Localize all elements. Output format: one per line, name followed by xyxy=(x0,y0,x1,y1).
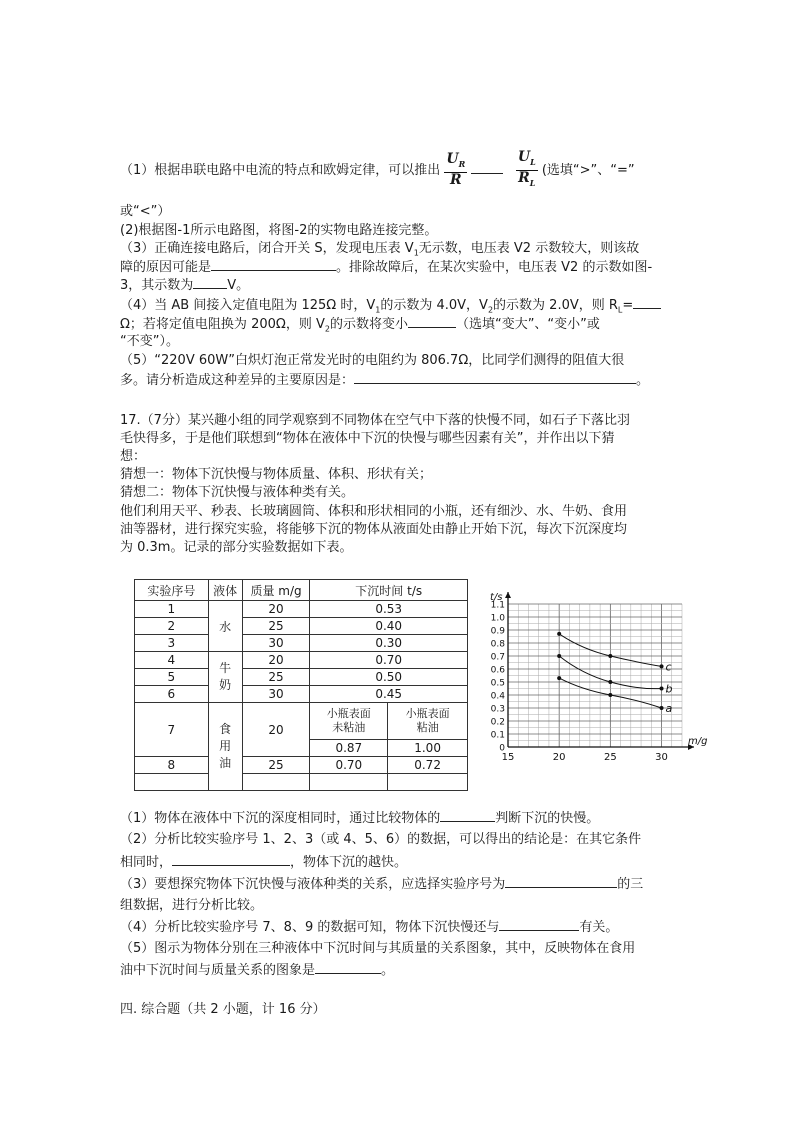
y-axis-arrow xyxy=(505,592,511,598)
q17-sub5-line2: 油中下沉时间与质量关系的图象是 。 xyxy=(120,963,395,978)
experiment-table xyxy=(134,579,468,772)
fraction-ul-over-rl: $\frac{U_L}{R_L}$ xyxy=(517,149,536,188)
header-time: 下沉时间 t/s xyxy=(310,580,468,601)
header-trial-no: 实验序号 xyxy=(135,580,209,601)
series-point-a xyxy=(660,706,664,710)
section-heading: 四. 综合题（共 2 小题，计 16 分） xyxy=(120,1002,326,1017)
q16-part3-line1: （3）正确连接电路后，闭合开关 S，发现电压表 $V_1$无示数，电压表 V2 示数较大，则该故 xyxy=(120,241,640,258)
table-row: 2 25 0.40 xyxy=(135,618,468,635)
table-row: 6 30 0.45 xyxy=(135,686,468,703)
q17-line6: 他们利用天平、秒表、长玻璃圆筒、体积和形状相同的小瓶，还有细沙、水、牛奶、食用 xyxy=(120,504,628,519)
y-tick-label: 1.1 xyxy=(490,600,505,611)
subheader-no-oil: 小瓶表面 未粘油 xyxy=(310,703,388,740)
y-tick-label: 0.4 xyxy=(490,691,505,702)
q16-part4-line1: （4）当 AB 间接入定值电阻为 125Ω 时，$V_1$的示数为 4.0V，$V_2$的示数为 2.0V，则 $R_L=$ xyxy=(120,296,661,320)
y-tick-label: 0.3 xyxy=(490,704,505,715)
q16-part4-line2: Ω；若将定值电阻换为 200Ω，则 $V_2$的示数将变小 （选填“变大”、“变小”或 xyxy=(120,317,600,334)
answer-blank-change[interactable] xyxy=(408,315,456,328)
y-tick-label: 0.9 xyxy=(490,626,505,637)
answer-blank-17-3[interactable] xyxy=(505,875,617,888)
answer-blank-1[interactable] xyxy=(471,161,503,174)
series-point-a xyxy=(557,676,561,680)
q17-sub2-line1: （2）分析比较实验序号 1、2、3（或 4、5、6）的数据，可以得出的结论是：在其它条件 xyxy=(120,832,642,847)
series-point-b xyxy=(660,687,664,691)
fraction-ur-over-r: $\frac{U_R}{R}$ xyxy=(446,151,466,189)
answer-blank-17-2[interactable] xyxy=(172,853,290,866)
answer-blank-17-1[interactable] xyxy=(440,809,495,822)
q17-hypothesis-1: 猜想一：物体下沉快慢与物体质量、体积、形状有关； xyxy=(120,467,433,482)
answer-blank-voltage[interactable] xyxy=(193,276,227,289)
x-axis-label: m/g xyxy=(688,736,708,747)
answer-blank-17-5[interactable] xyxy=(315,961,381,974)
answer-blank-17-4[interactable] xyxy=(499,918,579,931)
series-point-b xyxy=(557,654,561,658)
q17-hypothesis-2: 猜想二：物体下沉快慢与液体种类有关。 xyxy=(120,485,355,500)
y-tick-label: 0.6 xyxy=(490,665,505,676)
q17-line2: 毛快得多，于是他们联想到“物体在液体中下沉的快慢与哪些因素有关”，并作出以下猜 xyxy=(120,431,615,446)
q17-sub3-line2: 组数据，进行分析比较。 xyxy=(120,898,264,913)
y-tick-label: 0.1 xyxy=(490,730,505,741)
table-row: 0.87 1.00 xyxy=(135,740,468,757)
q17-line8: 为 0.3m。记录的部分实验数据如下表。 xyxy=(120,540,353,555)
y-tick-label: 0.8 xyxy=(490,639,505,650)
answer-blank-reason[interactable] xyxy=(354,371,636,384)
q17-sub3-line1: （3）要想探究物体下沉快慢与液体种类的关系，应选择实验序号为 的三 xyxy=(120,877,644,892)
q17-sub1: （1）物体在液体中下沉的深度相同时，通过比较物体的 判断下沉的快慢。 xyxy=(120,811,600,826)
table-row: 4 牛 奶 20 0.70 xyxy=(135,652,468,669)
y-tick-label: 1.0 xyxy=(490,613,505,624)
q16-part1-line: （1）根据串联电路中电流的特点和欧姆定律，可以推出 $\frac{U_R}{R}$ $\frac{U_L}{R_L}$ (选填“>”、“=” xyxy=(120,150,635,191)
table-header-row xyxy=(135,580,468,601)
q17-line3: 想： xyxy=(120,449,147,464)
series-point-c xyxy=(557,632,561,636)
q16-part2: (2)根据图-1所示电路图，将图-2的实物电路连接完整。 xyxy=(120,223,438,238)
q16-part4-line3: “不变”）。 xyxy=(120,334,179,349)
q16-part3-line2: 障的原因可能是 。排除故障后，在某次实验中，电压表 V2 的示数如图- xyxy=(120,260,653,275)
series-point-c xyxy=(608,654,612,658)
series-point-a xyxy=(608,693,612,697)
q17-sub4: （4）分析比较实验序号 7、8、9 的数据可知，物体下沉快慢还与 有关。 xyxy=(120,920,619,935)
y-tick-label: 0 xyxy=(499,743,505,754)
q17-line1: 17.（7分）某兴趣小组的同学观察到不同物体在空气中下落的快慢不同，如石子下落比羽 xyxy=(120,413,630,428)
q16-part3-line3: 3，其示数为 V。 xyxy=(120,278,250,293)
mass-time-chart xyxy=(482,585,708,777)
header-mass: 质量 m/g xyxy=(242,580,310,601)
answer-blank-fault[interactable] xyxy=(211,258,336,271)
table-row: 1 水 20 0.53 xyxy=(135,601,468,618)
header-liquid: 液体 xyxy=(208,580,242,601)
subheader-oil-coated: 小瓶表面 粘油 xyxy=(388,703,468,740)
table-row: 5 25 0.50 xyxy=(135,669,468,686)
y-tick-label: 0.7 xyxy=(490,652,505,663)
table-row: 3 30 0.30 xyxy=(135,635,468,652)
x-tick-label: 25 xyxy=(603,752,617,763)
series-label-a: a xyxy=(665,702,673,715)
q17-line7: 油等器材，进行探究实验，将能够下沉的物体从液面处由静止开始下沉，每次下沉深度均 xyxy=(120,522,628,537)
x-tick-label: 15 xyxy=(501,752,515,763)
q16-part5-line1: （5）“220V 60W”白炽灯泡正常发光时的电阻约为 806.7Ω，比同学们测得的阻值大很 xyxy=(120,353,625,368)
answer-blank-rl[interactable] xyxy=(633,296,661,309)
q16-part1-cont: 或“<”） xyxy=(120,204,171,219)
series-label-c: c xyxy=(665,660,672,674)
y-tick-label: 0.5 xyxy=(490,678,505,689)
y-axis-label: t/s xyxy=(490,592,503,603)
series-point-c xyxy=(660,664,664,668)
liquid-milk-cell: 牛 奶 xyxy=(208,652,242,703)
q17-sub2-line2: 相同时， ，物体下沉的越快。 xyxy=(120,855,408,870)
q16-part5-line2: 多。请分析造成这种差异的主要原因是： 。 xyxy=(120,373,650,388)
series-point-b xyxy=(608,680,612,684)
table-row: 7 食 用 油 20 小瓶表面 未粘油 小瓶表面 粘油 xyxy=(135,703,468,740)
series-label-b: b xyxy=(665,682,673,696)
x-tick-label: 30 xyxy=(655,752,668,763)
table-row: 8 25 0.70 0.72 xyxy=(135,757,468,774)
liquid-water-cell: 水 xyxy=(208,601,242,652)
q17-sub5-line1: （5）图示为物体分别在三种液体中下沉时间与其质量的关系图象，其中，反映物体在食用 xyxy=(120,941,636,956)
liquid-oil-cell: 食 用 油 xyxy=(208,703,242,791)
y-tick-label: 0.2 xyxy=(490,717,505,728)
x-tick-label: 20 xyxy=(552,752,566,763)
